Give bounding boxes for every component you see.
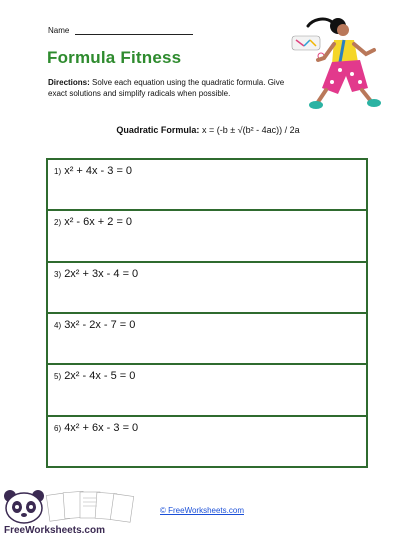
problem-number: 2) bbox=[54, 218, 62, 228]
problem-cell[interactable] bbox=[48, 417, 366, 468]
problem-number: 6) bbox=[54, 423, 62, 433]
problem-equation: x² + 4x - 3 = 0 bbox=[64, 165, 133, 177]
freeworksheets-logo bbox=[2, 488, 158, 536]
name-line bbox=[75, 26, 193, 35]
name-row bbox=[48, 26, 193, 35]
problem-cell[interactable] bbox=[48, 160, 366, 211]
problem-cell[interactable] bbox=[48, 314, 366, 365]
problem-equation: 4x² + 6x - 3 = 0 bbox=[64, 421, 139, 434]
directions bbox=[48, 77, 298, 99]
worksheet-title: Formula Fitness bbox=[47, 48, 182, 67]
directions-text: Solve each equation using the quadratic formula. Give exact solutions and simplify radicals when possible. bbox=[48, 78, 285, 98]
thought-bubble-icon bbox=[292, 36, 324, 59]
worksheet-stack-icon bbox=[46, 491, 133, 522]
problem-number: 5) bbox=[54, 372, 62, 382]
problem-cell[interactable] bbox=[48, 365, 366, 416]
logo-text: FreeWorksheets.com bbox=[4, 525, 105, 536]
problem-equation: 2x² - 4x - 5 = 0 bbox=[64, 370, 136, 383]
problem-cell[interactable] bbox=[48, 211, 366, 262]
quadratic-formula bbox=[0, 125, 416, 135]
formula-label: Quadratic Formula: bbox=[116, 125, 200, 135]
runner-illustration bbox=[288, 14, 386, 114]
freeworksheets-link[interactable]: © FreeWorksheets.com bbox=[160, 506, 244, 515]
problem-number: 3) bbox=[54, 269, 62, 279]
name-label: Name bbox=[48, 26, 70, 35]
problems-box bbox=[46, 158, 368, 468]
panda-icon bbox=[4, 490, 44, 523]
problem-equation: x² - 6x + 2 = 0 bbox=[64, 216, 133, 229]
problem-equation: 3x² - 2x - 7 = 0 bbox=[64, 318, 136, 331]
problem-number: 4) bbox=[54, 320, 62, 330]
problem-cell[interactable] bbox=[48, 263, 366, 314]
problem-number: 1) bbox=[54, 167, 62, 176]
formula-text: x = (-b ± √(b² - 4ac)) / 2a bbox=[201, 125, 300, 135]
problem-equation: 2x² + 3x - 4 = 0 bbox=[64, 267, 139, 280]
directions-label: Directions: bbox=[48, 78, 90, 87]
